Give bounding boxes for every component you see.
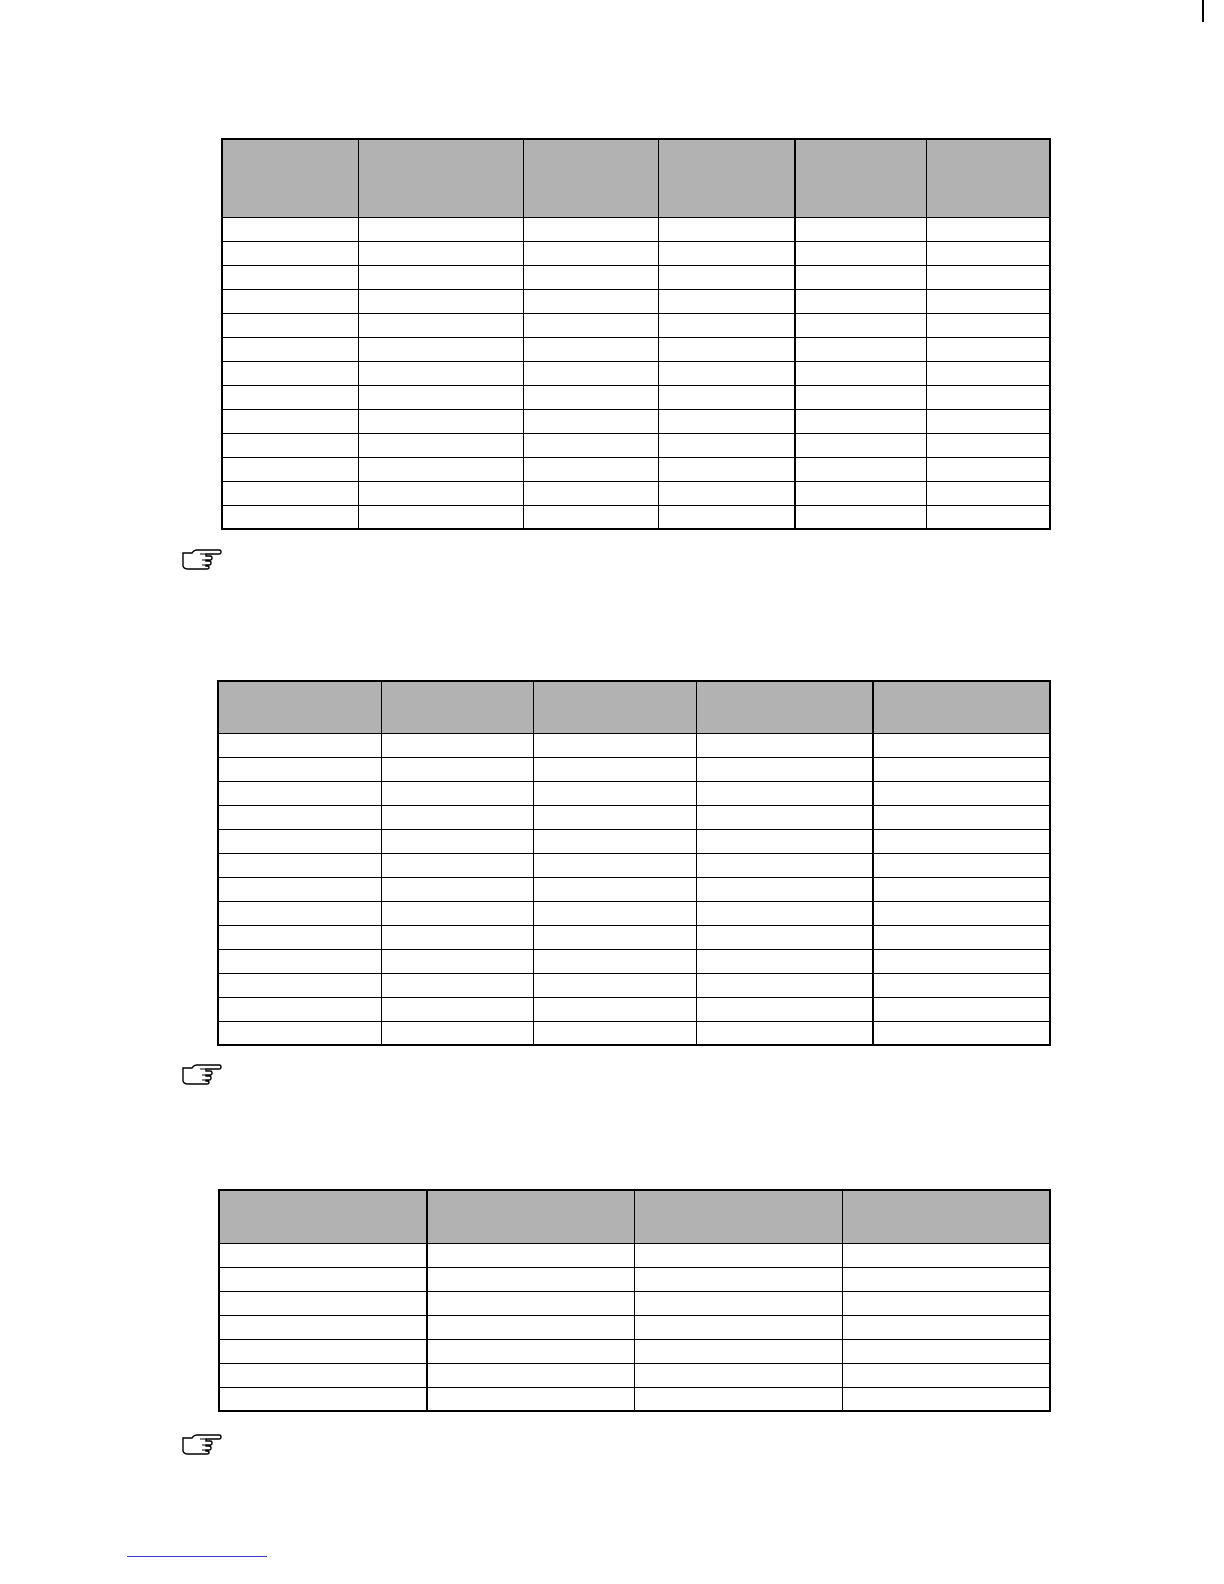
table-cell (222, 385, 358, 409)
table-row (218, 973, 1050, 997)
table-cell (523, 337, 658, 361)
table-cell (658, 433, 795, 457)
table-cell (218, 877, 381, 901)
table-cell (358, 289, 523, 313)
table-cell (358, 433, 523, 457)
table-cell (218, 973, 381, 997)
table-row (218, 829, 1050, 853)
table-cell (696, 949, 873, 973)
table-header-row (222, 139, 1050, 217)
table-cell (218, 805, 381, 829)
table-cell (358, 481, 523, 505)
table-cell (358, 361, 523, 385)
table-cell (795, 433, 926, 457)
table-row (222, 289, 1050, 313)
table-cell (658, 361, 795, 385)
table-row (218, 757, 1050, 781)
table-cell (381, 949, 533, 973)
table-cell (218, 1021, 381, 1045)
table-cell (795, 241, 926, 265)
header-cell (222, 139, 358, 217)
table-cell (795, 289, 926, 313)
table-cell (381, 829, 533, 853)
table-cell (219, 1363, 427, 1387)
table-cell (381, 781, 533, 805)
pointing-hand-note-icon (180, 548, 222, 570)
table-cell (795, 409, 926, 433)
table-cell (523, 457, 658, 481)
table-cell (873, 1021, 1050, 1045)
table-cell (427, 1291, 634, 1315)
table-cell (381, 901, 533, 925)
header-cell (926, 139, 1050, 217)
table-row (222, 265, 1050, 289)
table-cell (795, 385, 926, 409)
table-cell (926, 265, 1050, 289)
table-cell (873, 829, 1050, 853)
table-cell (218, 949, 381, 973)
table-cell (533, 733, 696, 757)
table-cell (696, 1021, 873, 1045)
table-cell (795, 313, 926, 337)
table-row (219, 1315, 1050, 1339)
table-cell (358, 457, 523, 481)
table-cell (634, 1363, 842, 1387)
table-row (218, 853, 1050, 877)
table-cell (634, 1267, 842, 1291)
table-row (222, 505, 1050, 529)
table-cell (222, 457, 358, 481)
pointing-hand-note-icon (180, 1433, 222, 1455)
table-cell (218, 781, 381, 805)
table-cell (658, 265, 795, 289)
table-cell (533, 973, 696, 997)
table-cell (222, 265, 358, 289)
table-cell (795, 361, 926, 385)
table-cell (926, 361, 1050, 385)
table-row (222, 409, 1050, 433)
spec-table-2 (217, 680, 1051, 1046)
header-cell (696, 681, 873, 733)
header-cell (795, 139, 926, 217)
table-cell (218, 733, 381, 757)
header-cell (358, 139, 523, 217)
table-cell (533, 829, 696, 853)
table-cell (358, 409, 523, 433)
table-cell (358, 505, 523, 529)
table-cell (218, 829, 381, 853)
table-cell (523, 409, 658, 433)
table-cell (222, 241, 358, 265)
table-cell (218, 853, 381, 877)
table-cell (218, 757, 381, 781)
table-cell (358, 217, 523, 241)
table-cell (873, 997, 1050, 1021)
table-cell (842, 1291, 1050, 1315)
table-row (218, 1021, 1050, 1045)
table-row (222, 313, 1050, 337)
table-cell (222, 409, 358, 433)
table-cell (533, 877, 696, 901)
table-cell (381, 853, 533, 877)
table-cell (523, 481, 658, 505)
table-cell (658, 481, 795, 505)
table-cell (634, 1291, 842, 1315)
table-cell (533, 901, 696, 925)
table-cell (926, 337, 1050, 361)
table-row (222, 361, 1050, 385)
table-cell (533, 925, 696, 949)
header-cell (658, 139, 795, 217)
table-cell (219, 1243, 427, 1267)
table-cell (381, 997, 533, 1021)
table-cell (696, 757, 873, 781)
table-cell (873, 877, 1050, 901)
header-cell (634, 1190, 842, 1243)
table-cell (926, 433, 1050, 457)
table-cell (634, 1339, 842, 1363)
table-cell (533, 949, 696, 973)
table-cell (381, 757, 533, 781)
table-cell (218, 997, 381, 1021)
table-cell (358, 337, 523, 361)
table-cell (873, 925, 1050, 949)
table-row (222, 385, 1050, 409)
header-cell (219, 1190, 427, 1243)
table-cell (381, 925, 533, 949)
table-row (222, 481, 1050, 505)
table-cell (658, 241, 795, 265)
table-cell (523, 433, 658, 457)
table-cell (523, 217, 658, 241)
table-row (218, 877, 1050, 901)
table-cell (795, 265, 926, 289)
header-cell (873, 681, 1050, 733)
table-cell (523, 265, 658, 289)
table-cell (696, 901, 873, 925)
table-cell (873, 901, 1050, 925)
table-cell (222, 481, 358, 505)
table-cell (873, 949, 1050, 973)
table-row (218, 733, 1050, 757)
table-row (222, 457, 1050, 481)
table-cell (696, 853, 873, 877)
table-cell (873, 781, 1050, 805)
table-cell (634, 1315, 842, 1339)
table-cell (381, 1021, 533, 1045)
table-row (219, 1243, 1050, 1267)
table-cell (926, 505, 1050, 529)
table-cell (523, 505, 658, 529)
table-cell (795, 217, 926, 241)
table-row (218, 925, 1050, 949)
table-cell (381, 805, 533, 829)
table-cell (842, 1315, 1050, 1339)
table-cell (926, 409, 1050, 433)
table-row (218, 997, 1050, 1021)
table-cell (523, 385, 658, 409)
table-cell (873, 853, 1050, 877)
table-row (218, 781, 1050, 805)
table-cell (222, 337, 358, 361)
pointing-hand-note-icon (180, 1063, 222, 1085)
table-cell (427, 1315, 634, 1339)
table-cell (219, 1315, 427, 1339)
table-cell (222, 313, 358, 337)
table-cell (219, 1291, 427, 1315)
table-cell (926, 481, 1050, 505)
table-cell (523, 241, 658, 265)
table-cell (842, 1267, 1050, 1291)
header-cell (381, 681, 533, 733)
footer-link-underline (127, 1556, 267, 1557)
table-cell (926, 241, 1050, 265)
table-cell (842, 1339, 1050, 1363)
spec-table-3 (218, 1189, 1051, 1412)
table-cell (222, 217, 358, 241)
table-cell (873, 757, 1050, 781)
table-cell (533, 853, 696, 877)
table-cell (842, 1363, 1050, 1387)
table-cell (222, 433, 358, 457)
table-cell (696, 973, 873, 997)
table-header-row (219, 1190, 1050, 1243)
header-cell (218, 681, 381, 733)
table-cell (634, 1243, 842, 1267)
table-cell (842, 1243, 1050, 1267)
table-cell (219, 1267, 427, 1291)
table-row (218, 805, 1050, 829)
table-row (222, 217, 1050, 241)
table-cell (219, 1387, 427, 1411)
table-cell (658, 289, 795, 313)
table-row (219, 1387, 1050, 1411)
table-row (218, 901, 1050, 925)
table-row (218, 949, 1050, 973)
table-cell (427, 1339, 634, 1363)
table-cell (658, 313, 795, 337)
table-cell (658, 505, 795, 529)
table-row (222, 241, 1050, 265)
table-row (219, 1339, 1050, 1363)
header-cell (842, 1190, 1050, 1243)
table-cell (533, 805, 696, 829)
table-cell (658, 409, 795, 433)
table-row (219, 1291, 1050, 1315)
table-cell (222, 289, 358, 313)
header-cell (533, 681, 696, 733)
table-cell (218, 925, 381, 949)
table-row (222, 433, 1050, 457)
table-cell (658, 385, 795, 409)
table-cell (696, 781, 873, 805)
table-cell (358, 241, 523, 265)
table-cell (696, 877, 873, 901)
table-cell (358, 313, 523, 337)
table-cell (696, 925, 873, 949)
table-cell (926, 313, 1050, 337)
table-cell (381, 733, 533, 757)
table-cell (381, 973, 533, 997)
table-cell (795, 337, 926, 361)
table-cell (358, 385, 523, 409)
page-edge-marker (1202, 0, 1204, 22)
table-cell (795, 457, 926, 481)
table-header-row (218, 681, 1050, 733)
table-cell (873, 733, 1050, 757)
table-row (219, 1363, 1050, 1387)
table-cell (873, 805, 1050, 829)
table-cell (926, 217, 1050, 241)
table-cell (533, 1021, 696, 1045)
table-cell (795, 505, 926, 529)
table-cell (427, 1363, 634, 1387)
table-cell (523, 313, 658, 337)
table-cell (381, 877, 533, 901)
table-cell (523, 289, 658, 313)
table-cell (533, 997, 696, 1021)
table-cell (696, 997, 873, 1021)
table-cell (842, 1387, 1050, 1411)
table-cell (218, 901, 381, 925)
table-cell (523, 361, 658, 385)
table-cell (533, 781, 696, 805)
table-cell (873, 973, 1050, 997)
table-cell (926, 289, 1050, 313)
table-cell (358, 265, 523, 289)
table-cell (658, 217, 795, 241)
table-row (222, 337, 1050, 361)
table-cell (222, 505, 358, 529)
table-cell (634, 1387, 842, 1411)
table-cell (658, 337, 795, 361)
table-cell (696, 805, 873, 829)
table-row (219, 1267, 1050, 1291)
table-cell (795, 481, 926, 505)
table-cell (427, 1387, 634, 1411)
spec-table-1 (221, 138, 1051, 530)
table-cell (696, 829, 873, 853)
table-cell (222, 361, 358, 385)
table-cell (533, 757, 696, 781)
table-cell (427, 1243, 634, 1267)
table-cell (696, 733, 873, 757)
table-cell (926, 385, 1050, 409)
header-cell (427, 1190, 634, 1243)
table-cell (658, 457, 795, 481)
header-cell (523, 139, 658, 217)
table-cell (427, 1267, 634, 1291)
table-cell (219, 1339, 427, 1363)
table-cell (926, 457, 1050, 481)
